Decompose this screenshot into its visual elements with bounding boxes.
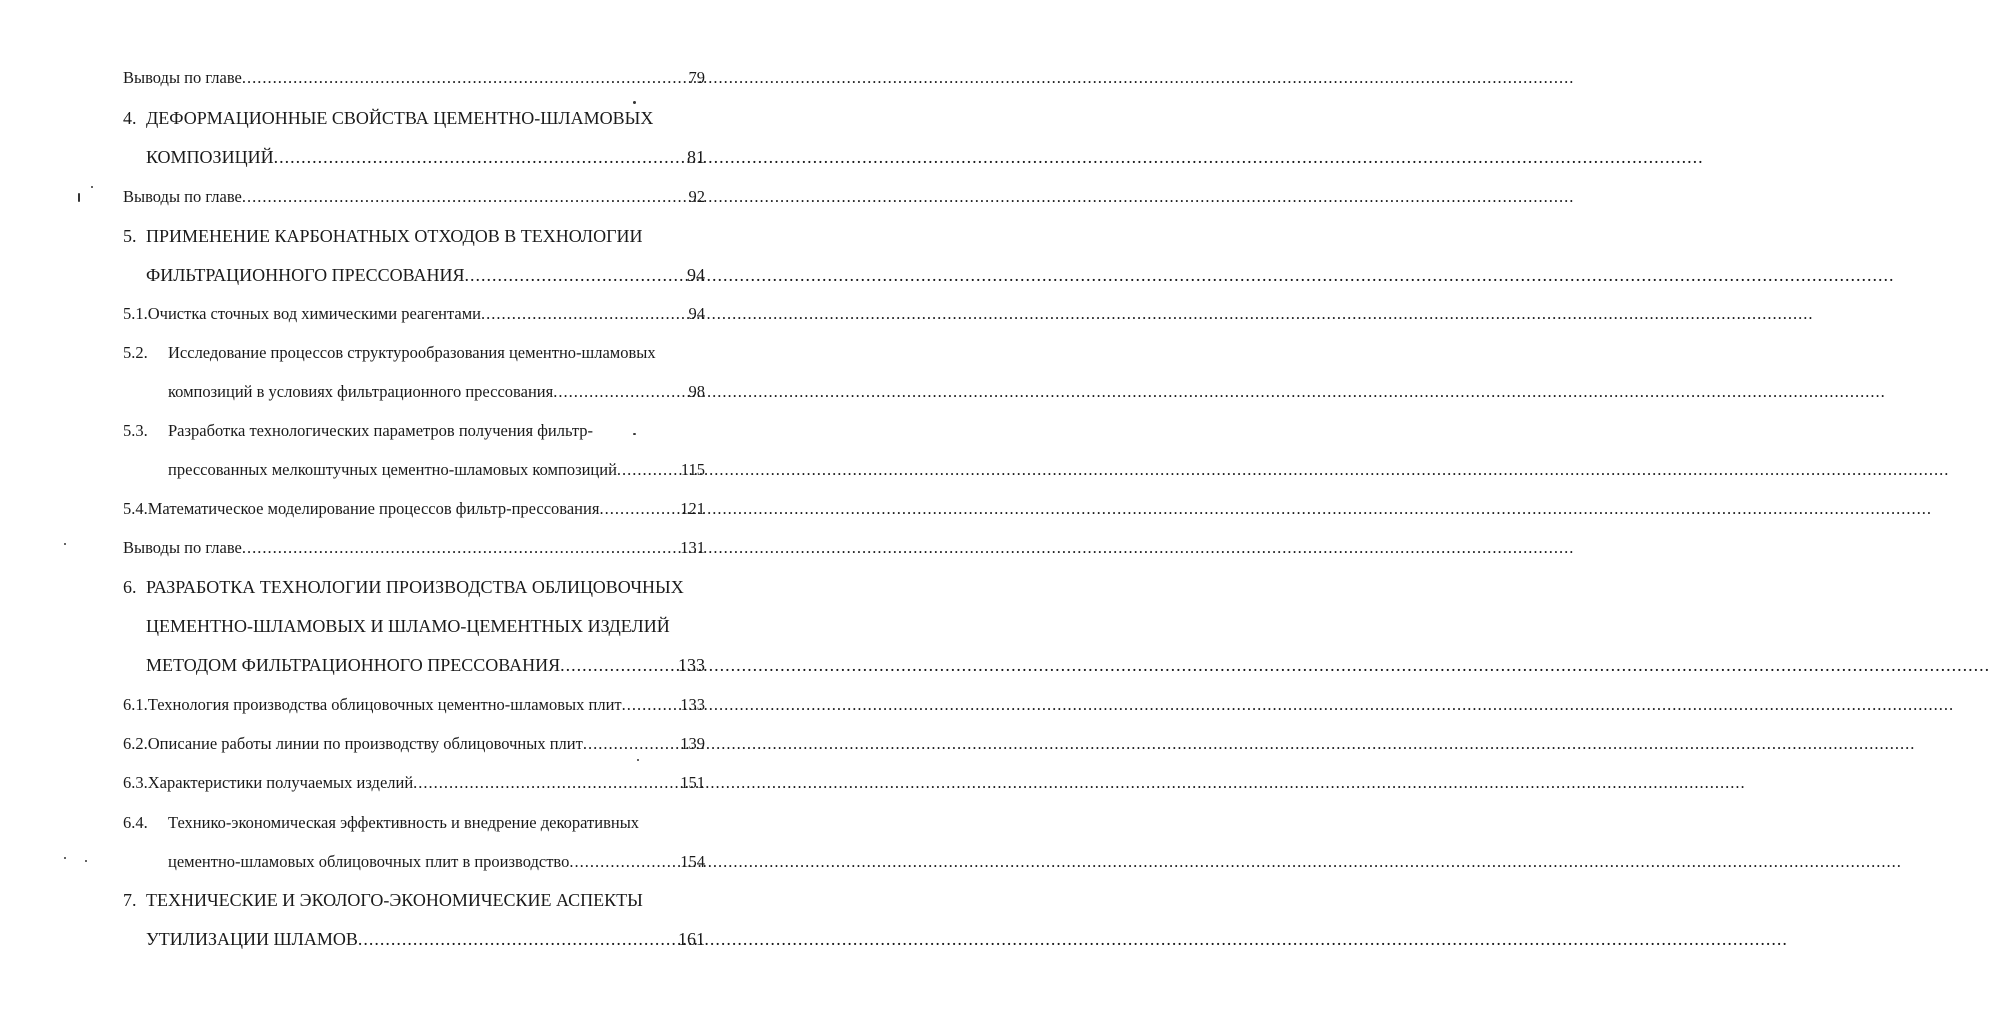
toc-entry-conclusions bbox=[123, 68, 705, 88]
dot-leader bbox=[358, 929, 678, 950]
dot-leader bbox=[481, 304, 688, 324]
toc-chapter-number: 4. bbox=[123, 108, 137, 128]
toc-entry-chapter bbox=[123, 577, 705, 598]
dot-leader bbox=[622, 695, 681, 715]
toc-page-number: 115 bbox=[680, 460, 705, 479]
toc-section-number: 5.3. bbox=[123, 421, 148, 440]
toc-section-number: 5.2. bbox=[123, 343, 148, 362]
toc-entry-title: прессованных мелкоштучных цементно-шламовых композиций bbox=[168, 460, 617, 479]
toc-entry-section bbox=[123, 421, 705, 441]
toc-section-number: 6.4. bbox=[123, 813, 148, 832]
toc-page-number: 139 bbox=[680, 734, 705, 753]
scan-speck bbox=[91, 186, 93, 188]
toc-entry-conclusions bbox=[123, 538, 705, 558]
toc-entry-title: Технико-экономическая эффективность и внедрение декоративных bbox=[168, 813, 640, 832]
dot-leader bbox=[560, 655, 678, 676]
toc-entry-title: Технология производства облицовочных цементно-шламовых плит bbox=[147, 695, 622, 714]
toc-entry-title: ТЕХНИЧЕСКИЕ И ЭКОЛОГО-ЭКОНОМИЧЕСКИЕ АСПЕКТЫ bbox=[146, 890, 643, 910]
dot-leader bbox=[242, 68, 689, 88]
toc-page-number: 151 bbox=[680, 773, 705, 792]
toc-entry-chapter-continuation bbox=[146, 655, 705, 676]
toc-section-number: 5.4. bbox=[123, 499, 148, 518]
toc-entry-title: Математическое моделирование процессов фильтр-прессования bbox=[147, 499, 600, 518]
toc-entry-section bbox=[123, 695, 705, 715]
scan-speck bbox=[633, 433, 636, 435]
toc-entry-chapter bbox=[123, 226, 705, 247]
toc-page-number: 131 bbox=[680, 538, 705, 557]
scan-speck bbox=[64, 543, 66, 545]
toc-entry-chapter bbox=[123, 890, 705, 911]
toc-entry-title: Выводы по главе bbox=[123, 187, 242, 206]
toc-page-number: 121 bbox=[680, 499, 705, 518]
toc-entry-chapter-continuation bbox=[146, 616, 705, 637]
scan-speck bbox=[637, 759, 639, 761]
toc-page-number: 98 bbox=[688, 382, 705, 401]
toc-entry-chapter-continuation bbox=[146, 929, 705, 950]
toc-entry-chapter-continuation bbox=[146, 265, 705, 286]
toc-entry-title: ПРИМЕНЕНИЕ КАРБОНАТНЫХ ОТХОДОВ В ТЕХНОЛОГИИ bbox=[146, 226, 643, 246]
toc-page-number: 94 bbox=[687, 265, 705, 285]
dot-leader bbox=[599, 499, 680, 519]
toc-entry-title: Исследование процессов структурообразования цементно-шламовых bbox=[168, 343, 656, 362]
toc-page-number: 92 bbox=[688, 187, 705, 206]
dot-leader bbox=[583, 734, 680, 754]
toc-entry-section-continuation bbox=[168, 460, 705, 480]
dot-leader bbox=[413, 773, 680, 793]
toc-entry-section-continuation bbox=[168, 852, 705, 872]
toc-entry-title: ДЕФОРМАЦИОННЫЕ СВОЙСТВА ЦЕМЕНТНО-ШЛАМОВЫХ bbox=[146, 108, 654, 128]
toc-entry-section bbox=[123, 304, 705, 324]
toc-entry-chapter bbox=[123, 108, 705, 129]
toc-section-number: 6.1. bbox=[123, 695, 148, 714]
toc-entry-title: Выводы по главе bbox=[123, 538, 242, 557]
toc-page-number: 94 bbox=[688, 304, 705, 323]
toc-entry-title: РАЗРАБОТКА ТЕХНОЛОГИИ ПРОИЗВОДСТВА ОБЛИЦОВОЧНЫХ bbox=[146, 577, 684, 597]
toc-entry-section-continuation bbox=[168, 382, 705, 402]
toc-page-number: 161 bbox=[678, 929, 705, 949]
toc-entry-title: КОМПОЗИЦИЙ bbox=[146, 147, 274, 167]
toc-entry-title: Характеристики получаемых изделий bbox=[147, 773, 414, 792]
toc-entry-section bbox=[123, 499, 705, 519]
toc-entry-title: Выводы по главе bbox=[123, 68, 242, 87]
toc-entry-title: цементно-шламовых облицовочных плит в производство bbox=[168, 852, 570, 871]
scan-speck bbox=[633, 101, 636, 104]
dot-leader bbox=[569, 852, 680, 872]
dot-leader bbox=[553, 382, 688, 402]
toc-entry-section bbox=[123, 343, 705, 363]
toc-entry-title: Описание работы линии по производству облицовочных плит bbox=[147, 734, 583, 753]
toc-entry-title: ЦЕМЕНТНО-ШЛАМОВЫХ И ШЛАМО-ЦЕМЕНТНЫХ ИЗДЕЛИЙ bbox=[146, 616, 670, 636]
toc-entry-title: ФИЛЬТРАЦИОННОГО ПРЕССОВАНИЯ bbox=[146, 265, 465, 285]
toc-section-number: 6.3. bbox=[123, 773, 148, 792]
toc-entry-title: УТИЛИЗАЦИИ ШЛАМОВ bbox=[146, 929, 358, 949]
toc-page-number: 79 bbox=[688, 68, 705, 87]
toc-chapter-number: 6. bbox=[123, 577, 137, 597]
toc-entry-conclusions bbox=[123, 187, 705, 207]
dot-leader bbox=[464, 265, 687, 286]
toc-page-number: 81 bbox=[687, 147, 705, 167]
toc-entry-section bbox=[123, 813, 705, 833]
toc-section-number: 5.1. bbox=[123, 304, 148, 323]
toc-section-number: 6.2. bbox=[123, 734, 148, 753]
toc-page-number: 133 bbox=[680, 695, 705, 714]
toc-entry-section bbox=[123, 773, 705, 793]
toc-entry-section bbox=[123, 734, 705, 754]
toc-entry-title: композиций в условиях фильтрационного прессования bbox=[168, 382, 554, 401]
toc-entry-chapter-continuation bbox=[146, 147, 705, 168]
toc-chapter-number: 7. bbox=[123, 890, 137, 910]
toc-page-number: 154 bbox=[680, 852, 705, 871]
scan-speck bbox=[64, 857, 66, 859]
dot-leader bbox=[274, 147, 687, 168]
dot-leader bbox=[617, 460, 681, 480]
toc-chapter-number: 5. bbox=[123, 226, 137, 246]
dot-leader bbox=[242, 538, 680, 558]
dot-leader bbox=[242, 187, 689, 207]
toc-entry-title: Разработка технологических параметров получения фильтр- bbox=[168, 421, 594, 440]
scan-speck bbox=[78, 193, 80, 202]
toc-entry-title: МЕТОДОМ ФИЛЬТРАЦИОННОГО ПРЕССОВАНИЯ bbox=[146, 655, 561, 675]
toc-page-number: 133 bbox=[678, 655, 705, 675]
toc-entry-title: Очистка сточных вод химическими реагентами bbox=[147, 304, 482, 323]
scan-speck bbox=[85, 860, 87, 862]
